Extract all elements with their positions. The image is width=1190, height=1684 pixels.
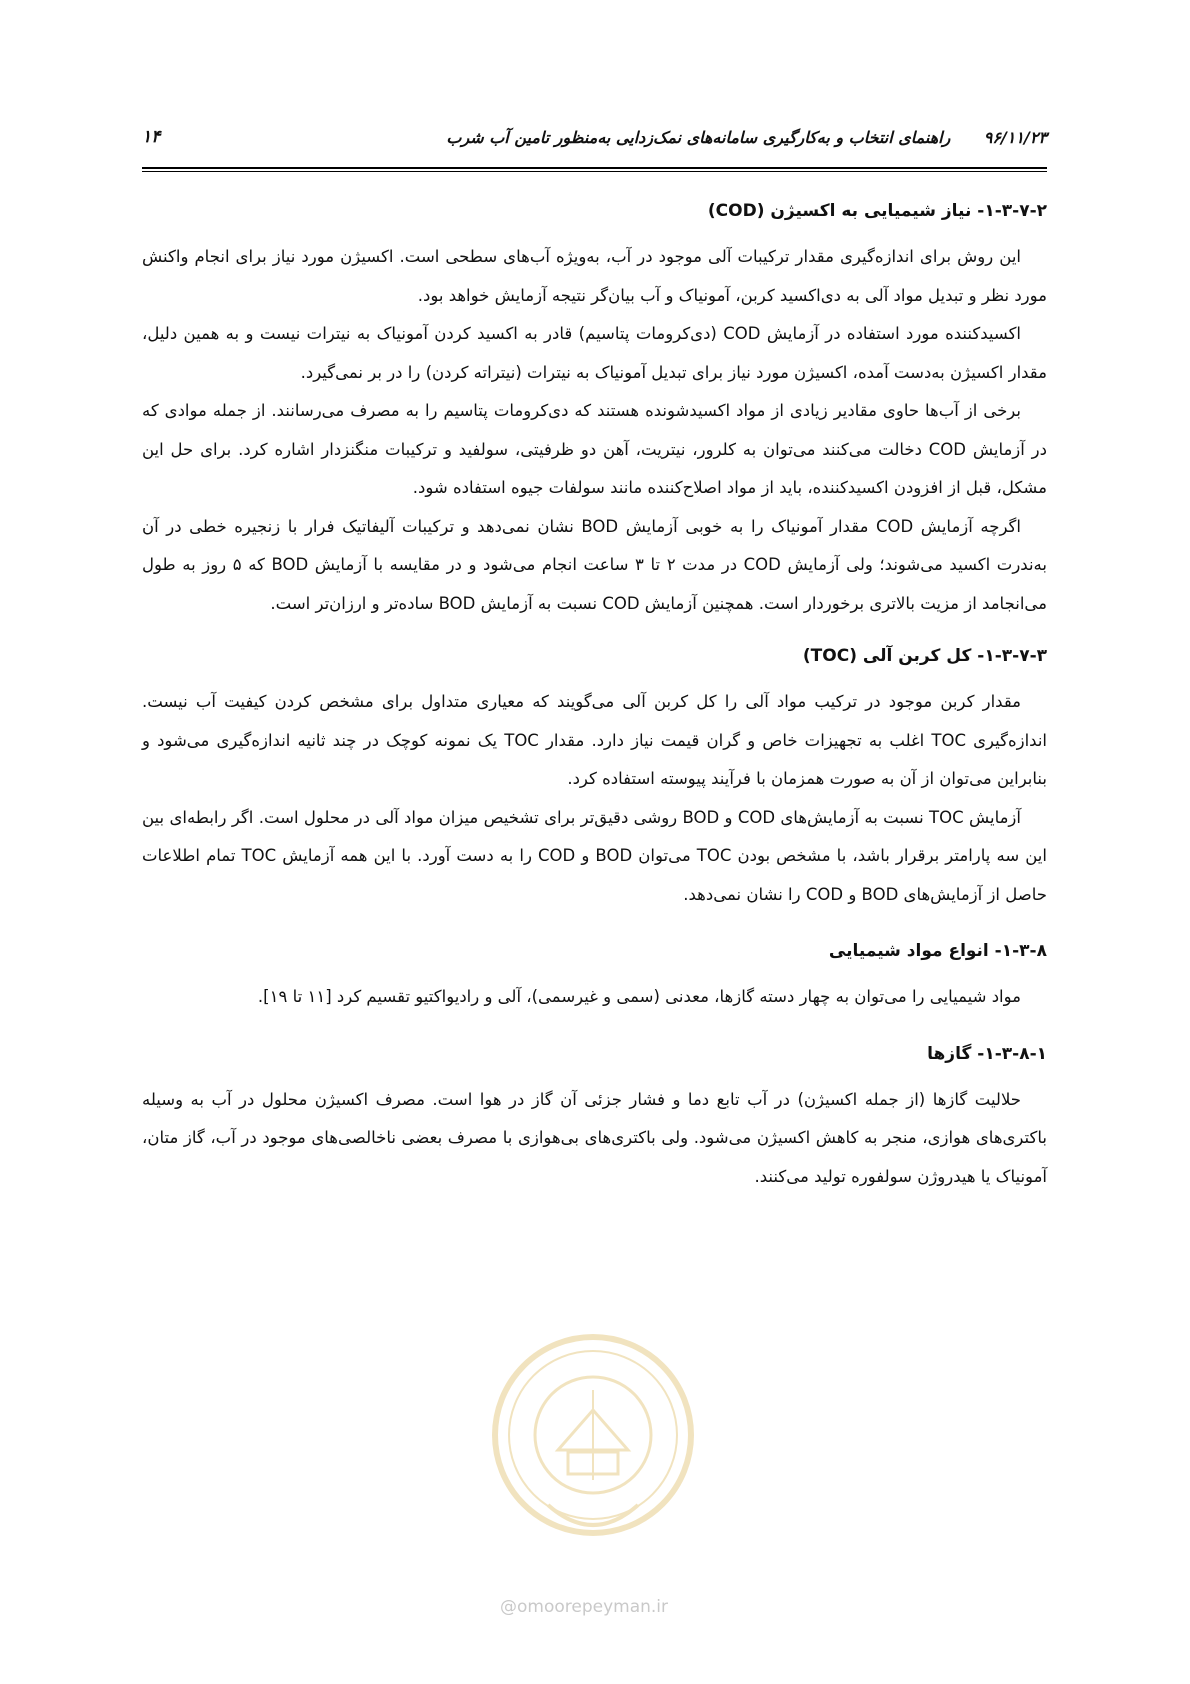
- paragraph: مواد شیمیایی را می‌توان به چهار دسته گازها، معدنی (سمی و غیرسمی)، آلی و رادیواکتیو تقسیم کرد [۱۱ تا ۱۹].: [257, 987, 1021, 1006]
- page-header: [142, 123, 1047, 163]
- section-heading-chemicals: ۱-۳-۸- انواع مواد شیمیایی: [828, 941, 1047, 961]
- section-heading-cod: ۱-۳-۷-۲- نیاز شیمیایی به اکسیژن (COD): [707, 201, 1047, 221]
- paragraph: این روش برای اندازه‌گیری مقدار ترکیبات آلی موجود در آب، به‌ویژه آب‌های سطحی است. اکسیژن مورد نیاز برای انجام واکنش مورد نظر و تبدیل مواد آلی به دی‌اکسید کربن، آمونیاک و آب بیان‌گر نتیجه آزمایش خواهد بود.: [142, 247, 1047, 305]
- seal-watermark-icon: [488, 1330, 698, 1580]
- page-body: [142, 196, 1047, 1196]
- section-heading-toc: ۱-۳-۷-۳- کل کربن آلی (TOC): [802, 646, 1047, 666]
- watermark-url: @omoorepeyman.ir: [499, 1597, 669, 1617]
- running-title: [446, 128, 1047, 163]
- header-date: ۹۶/۱۱/۲۳: [983, 128, 1047, 147]
- paragraph: اکسیدکننده مورد استفاده در آزمایش COD (دی‌کرومات پتاسیم) قادر به اکسید کردن آمونیاک به نیترات نیست و به همین دلیل، مقدار اکسیژن به‌دست آمده، اکسیژن مورد نیاز برای تبدیل آمونیاک به نیترات (نیتراته کردن) را در بر نمی‌گیرد.: [142, 324, 1047, 382]
- paragraph: حلالیت گازها (از جمله اکسیژن) در آب تابع دما و فشار جزئی آن گاز در هوا است. مصرف اکسیژن محلول در آب به وسیله باکتری‌های هوازی، منجر به کاهش اکسیژن می‌شود. ولی باکتری‌های بی‌هوازی با مصرف بعضی ناخالصی‌های موجود در آب، گاز متان، آمونیاک یا هیدروژن سولفوره تولید می‌کنند.: [142, 1089, 1047, 1186]
- paragraph: اگرچه آزمایش COD مقدار آمونیاک را به خوبی آزمایش BOD نشان نمی‌دهد و ترکیبات آلیفاتیک فرار با زنجیره خطی در آن به‌ندرت اکسید می‌شوند؛ ولی آزمایش COD در مدت ۲ تا ۳ ساعت انجام می‌شود و در مقایسه با آزمایش BOD که ۵ روز به طول می‌انجامد از مزیت بالاتری برخوردار است. همچنین آزمایش COD نسبت به آزمایش BOD ساده‌تر و ارزان‌تر است.: [142, 516, 1047, 613]
- paragraph: مقدار کربن موجود در ترکیب مواد آلی را کل کربن آلی می‌گویند که معیاری متداول برای مشخص کردن کیفیت آب نیست. اندازه‌گیری TOC اغلب به تجهیزات خاص و گران قیمت نیاز دارد. مقدار TOC یک نمونه کوچک در چند ثانیه اندازه‌گیری می‌شود و بنابراین می‌توان از آن به صورت همزمان با فرآیند پیوسته استفاده کرد.: [142, 692, 1047, 788]
- page-number: ۱۴: [142, 127, 161, 147]
- section-heading-gases: ۱-۳-۸-۱- گازها: [927, 1043, 1047, 1064]
- paragraph: برخی از آب‌ها حاوی مقادیر زیادی از مواد اکسیدشونده هستند که دی‌کرومات پتاسیم را به مصرف می‌رسانند. از جمله موادی که در آزمایش COD دخالت می‌کنند می‌توان به کلرور، نیتریت، آهن دو ظرفیتی، سولفید و ترکیبات منگنزدار اشاره کرد. برای حل این مشکل، قبل از افزودن اکسیدکننده، باید از مواد اصلاح‌کننده مانند سولفات جیوه استفاده شود.: [142, 401, 1047, 497]
- paragraph: آزمایش TOC نسبت به آزمایش‌های COD و BOD روشی دقیق‌تر برای تشخیص میزان مواد آلی در محلول است. اگر رابطه‌ای بین این سه پارامتر برقرار باشد، با مشخص بودن TOC می‌توان BOD و COD را به دست آورد. با این همه آزمایش TOC تمام اطلاعات حاصل از آزمایش‌های BOD و COD را نشان نمی‌دهد.: [142, 807, 1047, 904]
- header-title-text: راهنمای انتخاب و به‌کارگیری سامانه‌های نمک‌زدایی به‌منظور تامین آب شرب: [446, 128, 951, 147]
- header-divider: [142, 167, 1047, 172]
